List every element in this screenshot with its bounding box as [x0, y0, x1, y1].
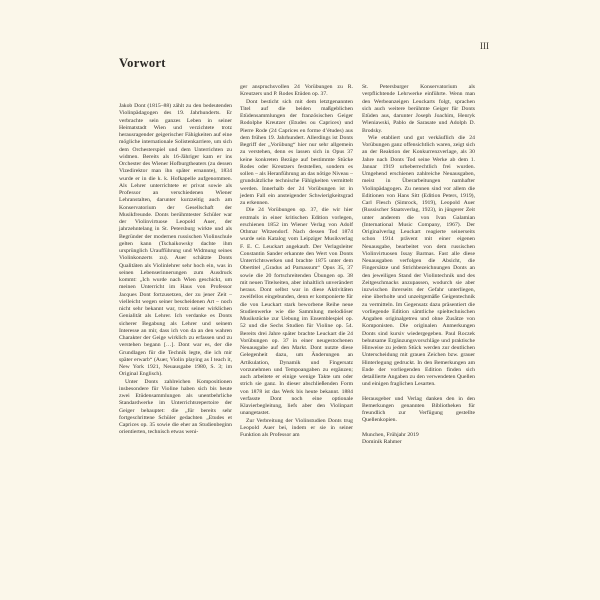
paragraph: Die 24 Vorübungen op. 37, die wir hier erstmals in einer kritischen Edition vorlegen, erschienen 1852 im Wiener Verlag von Adolf Othmar Witzendorf. Nach dessen Tod 1874 wurde sein Katalog vom Leipziger Musikverlag F. E. C. Leuckart angekauft. Der Verlagsleiter Constantin Sander erkannte den Wert von Donts Unterrichtswerken und brachte 1875 unter dem Obertitel „Gradus ad Parnassum“ Opus 35, 37 sowie die 20 fortschreitenden Übungen op. 38 mit neuen Titelseiten, aber inhaltlich unverändert heraus. Dont selbst war in diese Aktivitäten zweifellos eingebunden, denn er komponierte für die von Leuckart stark beworbene Reihe neue Studienwerke wie die Sammlung melodiöser Musikstücke zur Uebung im Ensemblespiel op. 52 und die Sechs Studien für Violine op. 54. Bereits drei Jahre später brachte Leuckart die 24 Vorübungen op. 37 in einer neugestochenen Neuausgabe auf den Markt. Dont nutzte diese Gelegenheit dazu, um Änderungen an Artikulation, Dynamik und Fingersatz vorzunehmen und Tempoangaben zu ergänzen; auch arbeitete er einige wenige Takte um oder strich sie ganz. In dieser abschließenden Form von 1878 ist das Werk bis heute bekannt. 1884 verfasste Dont noch eine optionale Klavierbegleitung, liefs aber den Violinpart unangetastet. — [240, 207, 353, 417]
signature-place-date: Munchen, Frühjahr 2019 — [362, 431, 419, 438]
page-number: III — [480, 41, 489, 51]
paragraph: ger anspruchsvollen 24 Vorübungen zu R. Kreutzers und P. Rodes Etüden op. 37. — [240, 84, 353, 98]
signature-name: Dominik Rahmer — [362, 438, 402, 445]
text-column-1 — [119, 103, 232, 437]
text-column-2 — [240, 84, 353, 439]
closing-paragraph: Herausgeber und Verlag danken den in den Bemerkungen genannten Bibliotheken für freundlich zur Verfügung gestellte Quellenkopien. — [362, 395, 475, 424]
paragraph: St. Petersburger Konservatorium als verpflichtende Lehrwerke einführte. Wenn man den Werbeanzeigen Leuckarts folgt, sprachen sich auch weitere berühmte Geiger für Donts Etüden aus, darunter Joseph Joachim, Henryk Wieniawski, Pablo de Sarasate und Adolph D. Brodsky. — [362, 84, 475, 134]
paragraph: Wie etabliert und gut verkäuflich die 24 Vorübungen ganz offensichtlich waren, zeigt sich an der Reaktion der Konkurrenzverlage, als 30 Jahre nach Donts Tod seine Werke ab dem 1. Januar 1919 urheberrechtlich frei wurden. Umgehend erschienen zahlreiche Neuausgaben, meist in Überarbeitungen namhafter Violinpädagogen. Zu nennen sind vor allem die Editionen von Hans Sitt (Edition Peters, 1919), Carl Flesch (Simrock, 1919), Leopold Auer (Russischer Staatsverlag, 1923), in jüngerer Zeit unter anderem die von Ivan Galamian (International Music Company, 1967). Der Originalverlag Leuckart reagierte seinerseits schon 1914 prävent mit einer eigenen Neuausgabe, bearbeitet von dem russischen Violinvirtuosen Issay Barmas. Fast alle diese Neuausgaben verfolgen die Absicht, die Fingersätze und Strichbezeichnungen Donts an den jeweiligen Stand der Violintechnik und des Zeitgeschmacks anzupassen, wodurch sie aber inzwischen ihrerseits der Gefahr unterliegen, eine überholte und unzeitgemäße Geigentechnik zu vermitteln. Im Gegensatz dazu präsentiert die vorliegende Edition sämtliche spieltechnischen Angaben originalgetreu und ohne Zusätze von Komponisten. Die originalen Anmerkungen Donts sind kursiv wiedergegeben. Paul Roczek behutsame Ergänzungsvorschläge und praktische Hinweise zu jedem Stück werden zur deutlichen Unterscheidung mit grauen Zeichen bzw. grauer Hinterlegung gedruckt. In den Bemerkungen am Ende der vorliegenden Edition finden sich detaillierte Angaben zu den verwendeten Quellen und einigen fraglichen Lesarten. — [362, 134, 475, 388]
paragraph: Zur Verbreitung der Violinstudien Donts trug Leopold Auer bei, indem er sie in seiner Funktion als Professor am — [240, 417, 353, 438]
paragraph: Dont besticht sich mit dem letztgenannten Titel auf die beiden maßgeblichen Etüdensammlungen der französischen Geiger Rodolphe Kreutzer (Etudes ou Caprices) und Pierre Rode (24 Caprices en forme d’études) aus dem frühen 19. Jahrhundert. Allerdings ist Donts Begriff der „Vorübung“ hier nur sehr allgemein zu verstehen, denn es lassen sich in Opus 37 keine konkreten Bezüge auf bestimmte Stücke Rodes oder Kreutzers feststellen, sondern es sollen – als Heranführung an das nötige Niveau – grundsätzliche technische Fähigkeiten vermittelt werden. Innerhalb der 24 Vorübungen ist in jedem Fall ein ansteigender Schwierigkeitsgrad zu erkennen. — [240, 98, 353, 206]
signature-block — [362, 432, 475, 447]
paragraph: Jakob Dont (1815–88) zählt zu den bedeutenden Violinpädagogen des 19. Jahrhunderts. Er verbrachte sein ganzes Leben in seiner Heimatstadt Wien und verzichtete trotz herausragender geigerischer Fähigkeiten auf eine mögliche internationale Solistenkarriere, um sich dem Orchesterspiel und dem Unterrichten zu widmen. Bereits als 16-Jähriger kam er ins Orchester des Wiener Hofburgtheaters (zu dessen Vizedirektor man ihn später ernannte), 1834 wurde er in die k. k. Hofkapelle aufgenommen. Als Lehrer unterrichtete er privat sowie als Professor an verschiedenen Wiener Lehranstalten, darunter kurzzeitig auch am Konservatorium der Gesellschaft der Musikfreunde. Donts berühmtester Schüler war der Violinvirtuose Leopold Auer, der jahrzehntelang in St. Petersburg wirkte und als Begründer der modernen russischen Violinschule gelten kann (Tschaikowsky dachte ihm ursprünglich Uraufführung und Widmung seines Violinkonzerts zu). Auer schätzte Donts Qualitäten als Violinlehrer sehr hoch ein, was in seinen Lebenserinnerungen zum Ausdruck kommt: „Ich wurde nach Wien geschickt, um meinen Unterricht im Haus von Professor Jacques Dont fortzusetzen, der zu jener Zeit – vielleicht wegen seiner bescheidenen Art – noch nicht sehr bekannt war, trotz seiner wirklichen Genialität als Lehrer. Ich verdanke es Donts sicherer Begabung als Lehrer und seinem Interesse an mir, dass ich von da an den wahren Charakter der Geige wirklich zu erfassen und zu verstehen begann […]. Dont war es, der die Grundlagen für die Technik legte, die ich mir später erwarb“ (Auer, Violin playing as I teach it, New York 1921, Neuausgabe 1980, S. 3; im Original Englisch). — [119, 103, 232, 378]
page-title: Vorwort — [119, 56, 166, 70]
text-column-3 — [362, 84, 475, 446]
paragraph: Unter Donts zahlreichen Kompositionen insbesondere für Violine haben sich bis heute zwei Etüdensammlungen als unentbehrliche Standardwerke im Unterrichtsrepertoire der Geiger behauptet: die „für bereits sehr fortgeschrittene Schüler gedachten „Etudes et Caprices op. 35 sowie die eher an Studienbeginn orientierten, technisch etwas weni- — [119, 378, 232, 436]
